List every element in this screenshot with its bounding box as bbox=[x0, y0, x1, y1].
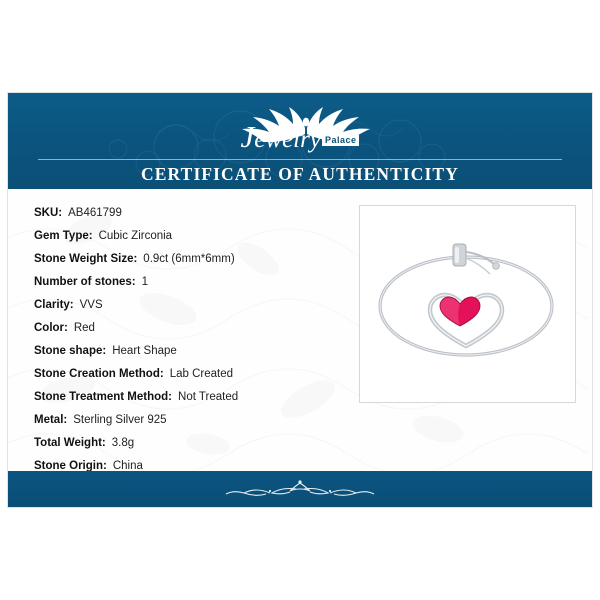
heart-bracelet-photo bbox=[359, 205, 576, 403]
spec-row-clarity bbox=[34, 300, 364, 312]
spec-label: Stone Origin: bbox=[34, 460, 107, 471]
spec-row-stone-origin bbox=[34, 461, 364, 471]
spec-value: Red bbox=[73, 322, 95, 334]
certificate-card bbox=[8, 93, 592, 507]
spec-label: Total Weight: bbox=[34, 437, 106, 449]
spec-row-stone-weight-size bbox=[34, 254, 364, 266]
spec-row-stone-creation-method bbox=[34, 369, 364, 381]
spec-row-sku bbox=[34, 208, 364, 220]
spec-row-number-of-stones bbox=[34, 277, 364, 289]
spec-row-color bbox=[34, 323, 364, 335]
spec-value: 3.8g bbox=[111, 437, 135, 449]
brand-badge: Palace bbox=[322, 135, 360, 146]
certificate-body bbox=[8, 189, 592, 471]
spec-label: SKU: bbox=[34, 207, 63, 219]
brand-logo bbox=[241, 111, 360, 152]
spec-label: Stone shape: bbox=[34, 345, 107, 357]
spec-row-stone-shape bbox=[34, 346, 364, 358]
spec-value: China bbox=[112, 460, 143, 471]
brand-logo-block bbox=[8, 105, 592, 157]
brand-name-rest: ewelry bbox=[254, 125, 321, 153]
brand-name-initial: J bbox=[240, 118, 255, 154]
certificate-footer-banner bbox=[8, 471, 592, 507]
specification-list bbox=[34, 208, 364, 471]
spec-value: Sterling Silver 925 bbox=[73, 414, 167, 426]
spec-label: Stone Treatment Method: bbox=[34, 391, 173, 403]
flourish-ornament-icon bbox=[200, 477, 400, 501]
spec-value: Lab Created bbox=[169, 368, 233, 380]
spec-value: 1 bbox=[141, 276, 148, 288]
spec-label: Gem Type: bbox=[34, 230, 93, 242]
spec-label: Metal: bbox=[34, 414, 68, 426]
spec-value: Heart Shape bbox=[112, 345, 177, 357]
spec-value: Not Treated bbox=[178, 391, 239, 403]
spec-row-stone-treatment-method bbox=[34, 392, 364, 404]
certificate-title: CERTIFICATE OF AUTHENTICITY bbox=[141, 164, 459, 184]
spec-label: Clarity: bbox=[34, 299, 74, 311]
spec-label: Stone Weight Size: bbox=[34, 253, 138, 265]
spec-value: AB461799 bbox=[68, 207, 122, 219]
spec-row-metal bbox=[34, 415, 364, 427]
spec-label: Number of stones: bbox=[34, 276, 136, 288]
spec-row-gem-type bbox=[34, 231, 364, 243]
spec-value: VVS bbox=[79, 299, 103, 311]
certificate-header-banner bbox=[8, 93, 592, 189]
spec-row-total-weight bbox=[34, 438, 364, 450]
spec-value: 0.9ct (6mm*6mm) bbox=[143, 253, 235, 265]
banner-divider bbox=[38, 159, 562, 160]
brand-wordmark bbox=[241, 111, 360, 152]
spec-value: Cubic Zirconia bbox=[98, 230, 173, 242]
spec-label: Color: bbox=[34, 322, 68, 334]
spec-label: Stone Creation Method: bbox=[34, 368, 164, 380]
